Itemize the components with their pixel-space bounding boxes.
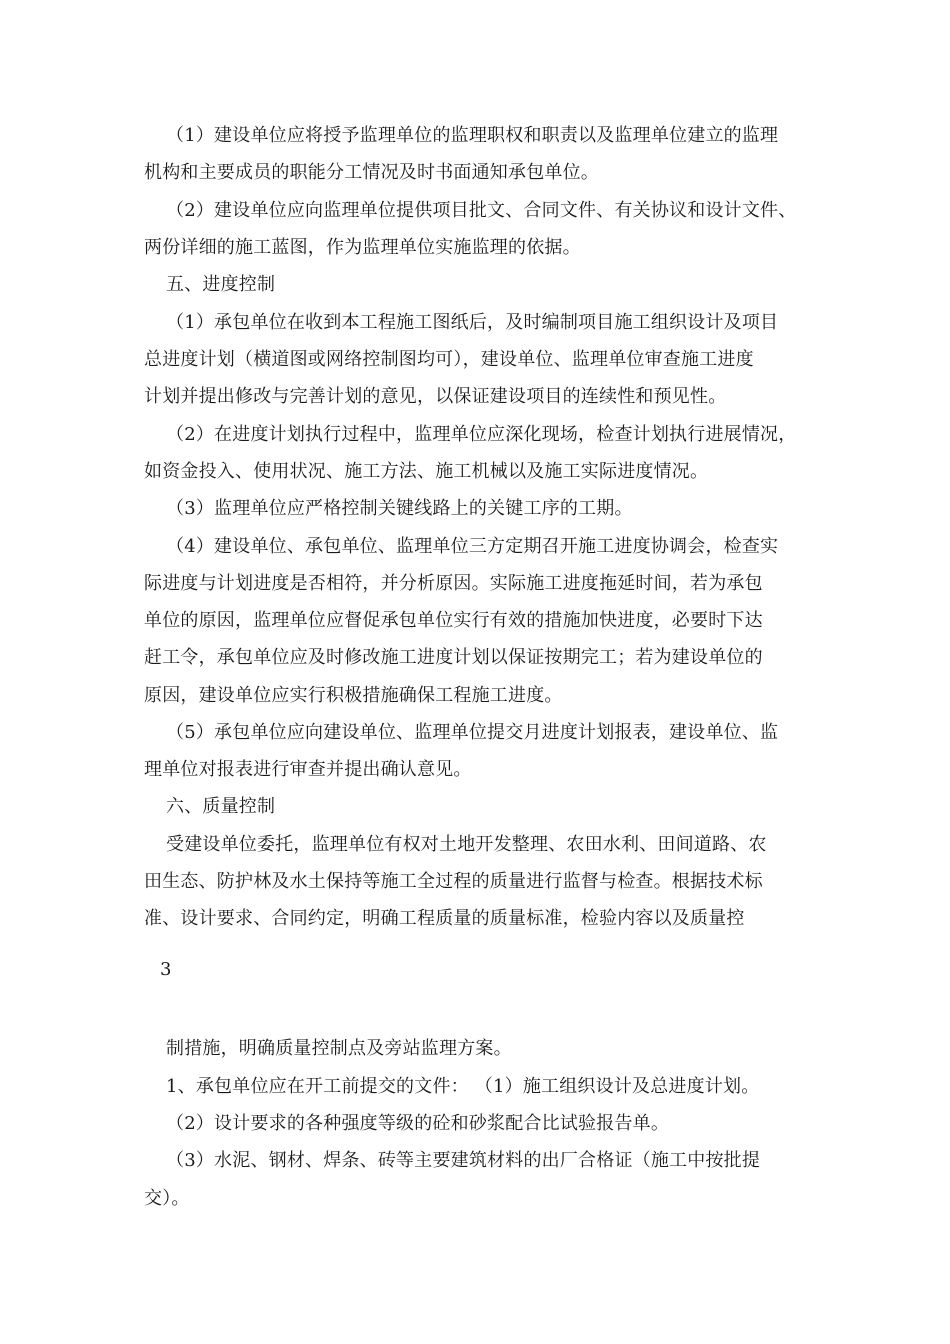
text-line: 受建设单位委托，监理单位有权对土地开发整理、农田水利、田间道路、农 [166, 834, 767, 855]
text-line: （2）建设单位应向监理单位提供项目批文、合同文件、有关协议和设计文件、 [166, 200, 797, 221]
page-number: 3 [160, 959, 172, 980]
text-line: 总进度计划（横道图或网络控制图均可），建设单位、监理单位审查施工进度 [144, 349, 754, 370]
text-line: （4）建设单位、承包单位、监理单位三方定期召开施工进度协调会，检查实 [166, 536, 779, 557]
text-line: 理单位对报表进行审查并提出确认意见。 [144, 759, 472, 780]
text-line: （5）承包单位应向建设单位、监理单位提交月进度计划报表，建设单位、监 [166, 722, 779, 743]
text-line: （2）在进度计划执行过程中，监理单位应深化现场，检查计划执行进展情况， [166, 424, 797, 445]
text-line: 1、承包单位应在开工前提交的文件： （1）施工组织设计及总进度计划。 [166, 1076, 760, 1097]
text-line: 交）。 [144, 1188, 190, 1209]
text-line: 际进度与计划进度是否相符，并分析原因。实际施工进度拖延时间，若为承包 [144, 573, 763, 594]
section-heading: 六、质量控制 [166, 796, 276, 817]
text-line: 机构和主要成员的职能分工情况及时书面通知承包单位。 [144, 162, 599, 183]
text-line: 两份详细的施工蓝图，作为监理单位实施监理的依据。 [144, 237, 581, 258]
text-line: 制措施，明确质量控制点及旁站监理方案。 [166, 1038, 512, 1059]
text-line: （2）设计要求的各种强度等级的砼和砂浆配合比试验报告单。 [166, 1113, 670, 1134]
text-line: 计划并提出修改与完善计划的意见，以保证建设项目的连续性和预见性。 [144, 386, 727, 407]
text-line: 田生态、防护林及水土保持等施工全过程的质量进行监督与检查。根据技术标 [144, 871, 763, 892]
text-line: 赶工令，承包单位应及时修改施工进度计划以保证按期完工；若为建设单位的 [144, 647, 763, 668]
text-line: （3）监理单位应严格控制关键线路上的关键工序的工期。 [166, 498, 633, 519]
section-heading: 五、进度控制 [166, 274, 276, 295]
text-line: （3）水泥、钢材、焊条、砖等主要建筑材料的出厂合格证（施工中按批提 [166, 1150, 761, 1171]
text-line: 单位的原因，监理单位应督促承包单位实行有效的措施加快进度，必要时下达 [144, 610, 763, 631]
text-line: （1）建设单位应将授予监理单位的监理职权和职责以及监理单位建立的监理 [166, 125, 779, 146]
text-line: 原因，建设单位应实行积极措施确保工程施工进度。 [144, 685, 563, 706]
text-line: 如资金投入、使用状况、施工方法、施工机械以及施工实际进度情况。 [144, 461, 709, 482]
text-line: 准、设计要求、合同约定，明确工程质量的质量标准，检验内容以及质量控 [144, 908, 745, 929]
text-line: （1）承包单位在收到本工程施工图纸后，及时编制项目施工组织设计及项目 [166, 312, 779, 333]
